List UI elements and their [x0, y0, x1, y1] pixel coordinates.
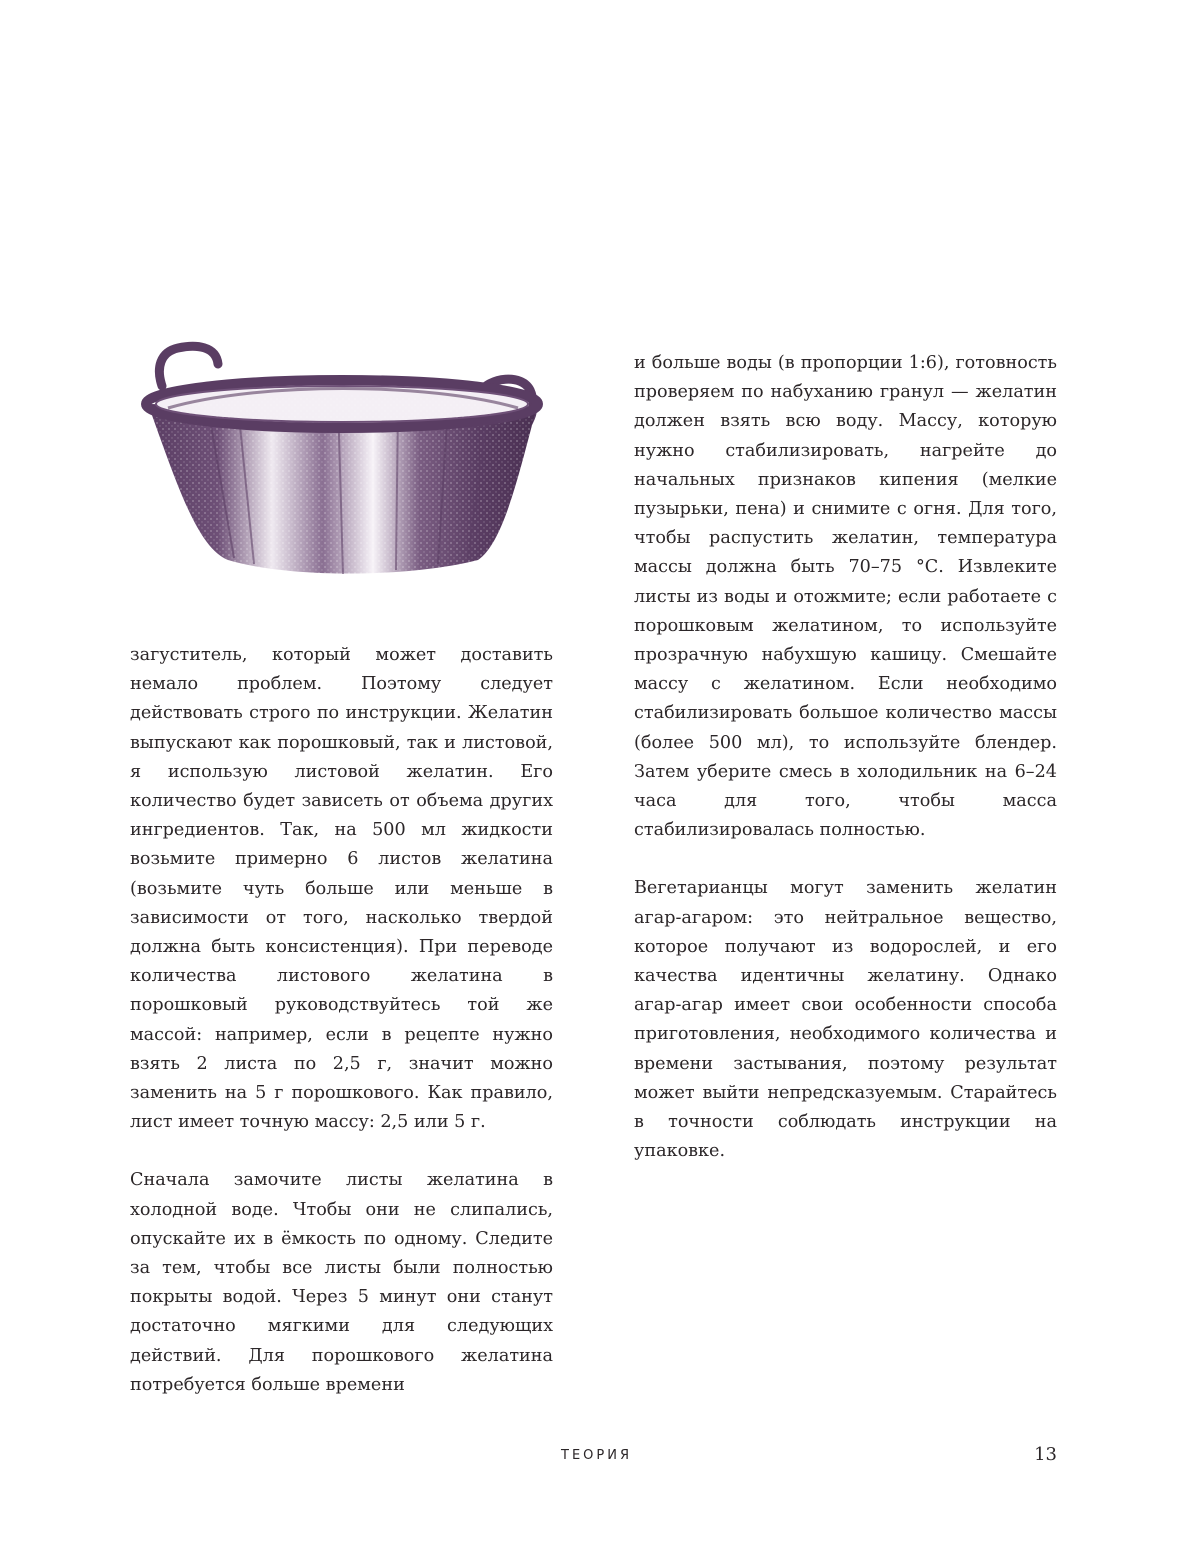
paragraph: загуститель, который может доставить немало проблем. Поэтому следует действовать строго по инструкции. Желатин выпускают как порошковый, так и листовой, я использую листовой желатин. Его количество будет зависеть от объема других ингредиентов. Так, на 500 мл жидкости возьмите примерно 6 листов желатина (возьмите чуть больше или меньше в зависимости от того, насколько твердой должна быть консистенция). При переводе количества листового желатина в порошковый руководствуйтесь той же массой: например, если в рецепте нужно взять 2 листа по 2,5 г, значит можно заменить на 5 г порошкового. Как правило, лист имеет точную массу: 2,5 или 5 г.	[130, 645, 553, 1133]
paragraph: Сначала замочите листы желатина в холодной воде. Чтобы они не слипались, опускайте их в ёмкость по одному. Следите за тем, чтобы все листы были полностью покрыты водой. Через 5 минут они станут достаточно мягкими для следующих действий. Для порошкового желатина потребуется больше времени	[130, 1170, 553, 1395]
page-number: 13	[1034, 1444, 1057, 1465]
paragraph: Вегетарианцы могут заменить желатин агар-агаром: это нейтральное вещество, которое получают из водорослей, и его качества идентичны желатину. Однако агар-агар имеет свои особенности способа приготовления, необходимого количества и времени застывания, поэтому результат может выйти непредсказуемым. Старайтесь в точности соблюдать инструкции на упаковке.	[634, 878, 1057, 1162]
paragraph: и больше воды (в пропорции 1:6), готовность проверяем по набуханию гранул — желатин должен взять всю воду. Массу, которую нужно стабилизировать, нагрейте до начальных признаков кипения (мелкие пузырьки, пена) и снимите с огня. Для того, чтобы распустить желатин, температура массы должна быть 70–75 °С. Извлеките листы из воды и отожмите; если работаете с порошковым желатином, то используйте прозрачную набухшую кашицу. Смешайте массу с желатином. Если необходимо стабилизировать большое количество массы (более 500 мл), то используйте блендер. Затем уберите смесь в холодильник на 6–24 часа для того, чтобы масса стабилизировалась полностью.	[634, 353, 1057, 841]
right-column	[634, 349, 1057, 1195]
running-footer-section: ТЕОРИЯ	[561, 1448, 632, 1463]
left-column	[130, 641, 553, 1429]
pot-icon	[138, 338, 548, 588]
